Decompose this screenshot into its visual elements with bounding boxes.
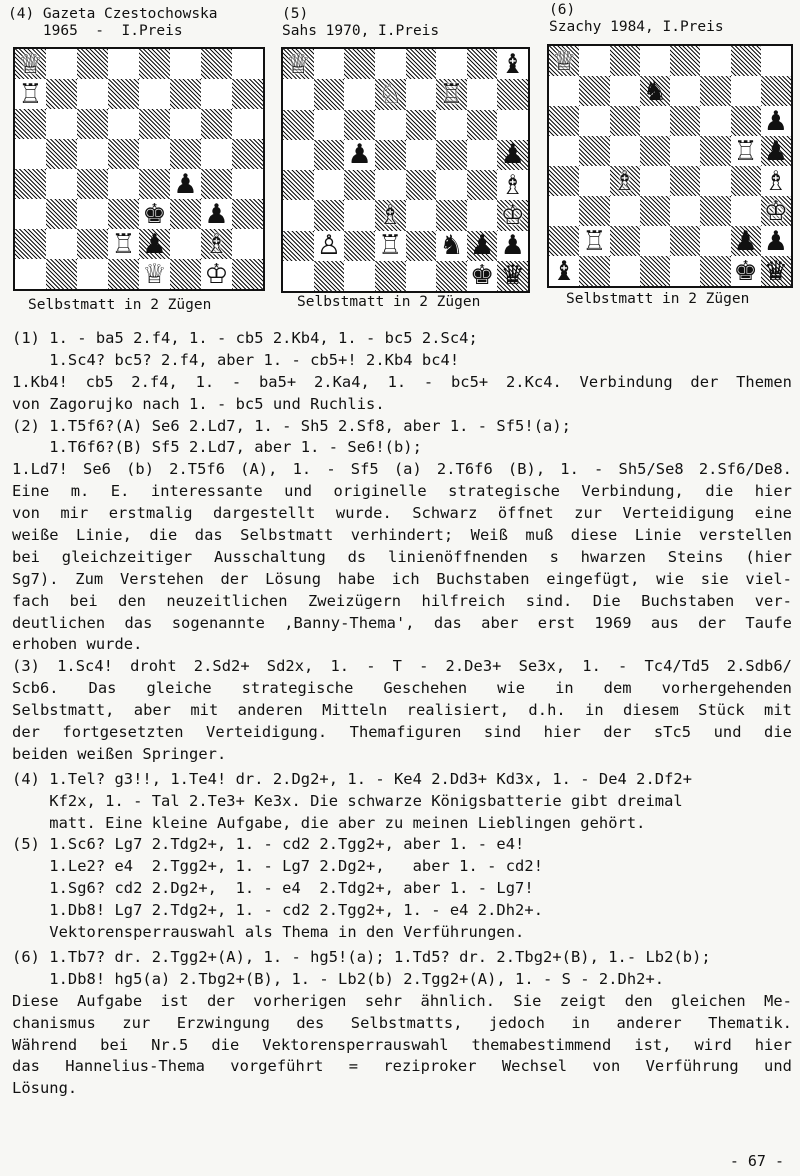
board-square xyxy=(497,170,528,200)
board-square xyxy=(549,76,579,106)
chess-piece-icon: ♟ xyxy=(142,229,167,259)
chess-piece-icon: ♟ xyxy=(763,226,788,256)
board-square xyxy=(77,109,108,139)
board-square xyxy=(139,79,170,109)
board-square xyxy=(670,226,700,256)
chess-piece-icon: ♝ xyxy=(500,49,525,80)
chess-piece-icon: ♙ xyxy=(316,230,342,261)
text-line: 1.Sc4? bc5? 2.f4, aber 1. - cb5+! 2.Kb4 bc4! xyxy=(12,350,460,369)
board-square xyxy=(139,199,170,229)
board-square xyxy=(610,106,640,136)
diagram-4-caption: Selbstmatt in 2 Zügen xyxy=(28,297,212,313)
board-square xyxy=(232,139,263,169)
board-square xyxy=(232,49,263,79)
text-line: matt. Eine kleine Aufgabe, die aber zu meinen Lieblingen gehört. xyxy=(12,813,646,832)
board-square xyxy=(761,256,791,286)
chess-piece-icon: ♗ xyxy=(378,200,403,231)
board-square xyxy=(15,259,46,289)
text-line: beiden weißen Springer. xyxy=(12,744,227,763)
board-square xyxy=(497,261,528,291)
chess-piece-icon: ♖ xyxy=(18,79,43,109)
chess-piece-icon: ♛ xyxy=(500,260,525,291)
text-line: Vektorensperrauswahl als Thema in den Verführungen. xyxy=(12,923,525,942)
board-square xyxy=(15,229,46,259)
board-square xyxy=(761,196,791,226)
board-square xyxy=(670,106,700,136)
board-square xyxy=(640,226,670,256)
chess-piece-icon: ♟ xyxy=(763,136,788,166)
board-square xyxy=(170,139,201,169)
board-square xyxy=(549,166,579,196)
board-square xyxy=(467,200,498,230)
diagram-5-caption: Selbstmatt in 2 Zügen xyxy=(297,294,481,310)
board-square xyxy=(579,76,609,106)
board-square xyxy=(314,110,345,140)
chess-piece-icon: ♕ xyxy=(142,259,167,289)
board-square xyxy=(579,166,609,196)
board-square xyxy=(314,170,345,200)
board-square xyxy=(670,196,700,226)
board-square xyxy=(108,49,139,79)
board-square xyxy=(610,76,640,106)
board-square xyxy=(344,49,375,79)
board-square xyxy=(700,76,730,106)
board-square xyxy=(731,256,761,286)
board-square xyxy=(670,76,700,106)
board-square xyxy=(640,256,670,286)
text-line: 1.T6f6?(B) Sf5 2.Ld7, aber 1. - Se6!(b); xyxy=(12,438,422,457)
board-square xyxy=(15,139,46,169)
text-line: (5) 1.Sc6? Lg7 2.Tdg2+, 1. - cd2 2.Tgg2+, aber 1. - e4! xyxy=(12,835,525,854)
board-square xyxy=(467,140,498,170)
board-square xyxy=(77,199,108,229)
board-square xyxy=(108,169,139,199)
board-square xyxy=(232,169,263,199)
board-square xyxy=(232,199,263,229)
board-square xyxy=(108,259,139,289)
board-square xyxy=(46,109,77,139)
text-line: Sg7). Zum Verstehen der Lösung habe ich Buchstaben eingefügt, wie sie viel- xyxy=(12,569,792,588)
board-square xyxy=(46,79,77,109)
board-square xyxy=(497,49,528,79)
board-square xyxy=(201,79,232,109)
text-line: deutlichen das sogenannte ‚Banny-Thema', das aber erst 1969 aus der Taufe xyxy=(12,613,792,632)
board-square xyxy=(761,136,791,166)
board-square xyxy=(497,231,528,261)
board-square xyxy=(108,79,139,109)
board-square xyxy=(436,79,467,109)
board-square xyxy=(170,79,201,109)
board-square xyxy=(375,79,406,109)
text-line: chanismus zur Erzwingung des Selbstmatts, jedoch in anderer Thematik. xyxy=(12,1013,792,1032)
board-square xyxy=(497,79,528,109)
board-square xyxy=(170,49,201,79)
solution-text xyxy=(12,328,792,1100)
text-line: erhoben wurde. xyxy=(12,635,143,654)
board-square xyxy=(139,229,170,259)
chess-piece-icon: ♔ xyxy=(204,259,229,289)
board-square xyxy=(579,46,609,76)
board-square xyxy=(436,261,467,291)
board-square xyxy=(700,46,730,76)
chess-piece-icon: ♟ xyxy=(204,199,229,229)
board-square xyxy=(46,259,77,289)
board-square xyxy=(497,110,528,140)
board-square xyxy=(670,46,700,76)
board-square xyxy=(640,106,670,136)
board-square xyxy=(436,170,467,200)
board-square xyxy=(344,231,375,261)
board-square xyxy=(640,136,670,166)
text-line: 1.Le2? e4 2.Tgg2+, 1. - Lg7 2.Dg2+, aber 1. - cd2! xyxy=(12,857,544,876)
board-square xyxy=(139,109,170,139)
board-square xyxy=(15,79,46,109)
board-square xyxy=(467,231,498,261)
text-line: 1.Db8! hg5(a) 2.Tbg2+(B), 1. - Lb2(b) 2.Tgg2+(A), 1. - S - 2.Dh2+. xyxy=(12,969,665,988)
chess-piece-icon: ♝ xyxy=(552,256,577,286)
board-square xyxy=(640,76,670,106)
text-line: (6) 1.Tb7? dr. 2.Tgg2+(A), 1. - hg5!(a); 1.Td5? dr. 2.Tbg2+(B), 1.- Lb2(b); xyxy=(12,947,711,966)
board-square xyxy=(731,196,761,226)
board-square xyxy=(700,226,730,256)
board-square xyxy=(344,261,375,291)
board-square xyxy=(610,256,640,286)
board-square xyxy=(139,49,170,79)
board-square xyxy=(761,76,791,106)
board-square xyxy=(670,256,700,286)
board-square xyxy=(139,139,170,169)
text-line: 1.Sg6? cd2 2.Dg2+, 1. - e4 2.Tdg2+, aber 1. - Lg7! xyxy=(12,879,534,898)
board-square xyxy=(406,231,437,261)
chess-piece-icon: ♘ xyxy=(378,79,403,110)
board-square xyxy=(375,49,406,79)
board-square xyxy=(283,110,314,140)
chess-piece-icon: ♚ xyxy=(733,256,758,286)
chess-piece-icon: ♟ xyxy=(500,139,525,170)
board-square xyxy=(344,79,375,109)
board-square xyxy=(467,79,498,109)
text-line: Während bei Nr.5 die Vektorensperrauswahl themabestimmend ist, wird hier xyxy=(12,1035,792,1054)
page-number: - 67 - xyxy=(729,1152,784,1170)
chess-piece-icon: ♚ xyxy=(469,260,495,291)
board-square xyxy=(731,46,761,76)
board-square xyxy=(201,139,232,169)
chess-piece-icon: ♗ xyxy=(763,166,788,196)
text-line: 1.Kb4! cb5 2.f4, 1. - ba5+ 2.Ka4, 1. - bc5+ 2.Kc4. Verbindung der Themen xyxy=(12,372,792,391)
board-square xyxy=(497,200,528,230)
chess-piece-icon: ♟ xyxy=(500,230,525,261)
board-square xyxy=(579,226,609,256)
chess-piece-icon: ♟ xyxy=(347,139,372,170)
text-line: das Hannelius-Thema vorgeführt = reziproker Wechsel von Verführung und xyxy=(12,1057,792,1076)
board-square xyxy=(77,259,108,289)
board-square xyxy=(170,199,201,229)
chess-piece-icon: ♕ xyxy=(286,49,311,80)
board-square xyxy=(406,140,437,170)
board-square xyxy=(15,109,46,139)
board-square xyxy=(731,226,761,256)
board-square xyxy=(640,46,670,76)
board-square xyxy=(108,229,139,259)
board-square xyxy=(406,200,437,230)
board-square xyxy=(610,196,640,226)
board-square xyxy=(77,169,108,199)
board-square xyxy=(283,140,314,170)
chess-piece-icon: ♖ xyxy=(378,230,403,261)
board-square xyxy=(375,231,406,261)
chess-piece-icon: ♖ xyxy=(582,226,607,256)
diagram-6-caption: Selbstmatt in 2 Zügen xyxy=(566,291,750,307)
board-square xyxy=(467,261,498,291)
board-square xyxy=(436,140,467,170)
board-square xyxy=(344,110,375,140)
board-square xyxy=(375,170,406,200)
board-square xyxy=(467,170,498,200)
board-square xyxy=(700,166,730,196)
board-square xyxy=(731,166,761,196)
board-square xyxy=(549,106,579,136)
text-line: Diese Aufgabe ist der vorherigen sehr ähnlich. Sie zeigt den gleichen Me- xyxy=(12,991,792,1010)
board-square xyxy=(761,106,791,136)
board-square xyxy=(283,170,314,200)
chessboard-6 xyxy=(547,44,793,288)
board-square xyxy=(610,46,640,76)
board-square xyxy=(139,169,170,199)
board-square xyxy=(46,169,77,199)
board-square xyxy=(108,199,139,229)
text-line: weiße Linie, die das Selbstmatt verhindert; Weiß muß diese Linie verstellen xyxy=(12,526,792,545)
board-square xyxy=(15,49,46,79)
board-square xyxy=(170,169,201,199)
board-square xyxy=(77,139,108,169)
board-square xyxy=(283,200,314,230)
board-square xyxy=(406,170,437,200)
text-line: fach bei den neuzeitlichen Zweizügern hilfreich sind. Die Buchstaben ver- xyxy=(12,591,792,610)
board-square xyxy=(314,79,345,109)
board-square xyxy=(406,110,437,140)
board-square xyxy=(549,46,579,76)
board-square xyxy=(344,200,375,230)
text-line: Eine m. E. interessante und originelle strategische Verbindung, die hier xyxy=(12,482,792,501)
board-square xyxy=(467,49,498,79)
chess-piece-icon: ♟ xyxy=(173,169,198,199)
board-square xyxy=(344,140,375,170)
chess-piece-icon: ♛ xyxy=(763,256,788,286)
board-square xyxy=(15,199,46,229)
diagram-5-title: (5) Sahs 1970, I.Preis xyxy=(282,6,440,39)
text-line: bei gleichzeitiger Ausschaltung ds linienöffnenden s hwarzen Steins (hier xyxy=(12,547,792,566)
board-square xyxy=(549,196,579,226)
board-square xyxy=(201,259,232,289)
chessboard-5 xyxy=(281,47,530,293)
text-line: (3) 1.Sc4! droht 2.Sd2+ Sd2x, 1. - T - 2.De3+ Se3x, 1. - Tc4/Td5 2.Sdb6/ xyxy=(12,657,792,676)
board-square xyxy=(283,79,314,109)
text-line: Lösung. xyxy=(12,1079,78,1098)
board-square xyxy=(670,136,700,166)
board-square xyxy=(108,139,139,169)
board-square xyxy=(467,110,498,140)
board-square xyxy=(549,226,579,256)
board-square xyxy=(610,166,640,196)
chess-piece-icon: ♞ xyxy=(439,230,464,261)
board-square xyxy=(314,231,345,261)
chess-piece-icon: ♖ xyxy=(111,229,136,259)
board-square xyxy=(700,196,730,226)
chess-piece-icon: ♟ xyxy=(733,226,758,256)
board-square xyxy=(640,166,670,196)
chess-piece-icon: ♗ xyxy=(204,229,229,259)
board-square xyxy=(761,166,791,196)
board-square xyxy=(170,229,201,259)
board-square xyxy=(579,256,609,286)
board-square xyxy=(314,200,345,230)
board-square xyxy=(46,199,77,229)
board-square xyxy=(406,79,437,109)
chess-piece-icon: ♗ xyxy=(500,170,525,201)
board-square xyxy=(436,110,467,140)
board-square xyxy=(731,106,761,136)
board-square xyxy=(232,259,263,289)
text-line: Selbstmatt, aber mit anderen Mitteln realisiert, d.h. in diesem Stück mit xyxy=(12,701,792,720)
board-square xyxy=(497,140,528,170)
chess-piece-icon: ♕ xyxy=(18,49,43,79)
text-line: Scb6. Das gleiche strategische Geschehen wie in dem vorhergehenden xyxy=(12,679,792,698)
board-square xyxy=(46,229,77,259)
board-square xyxy=(549,256,579,286)
board-square xyxy=(201,229,232,259)
board-square xyxy=(731,76,761,106)
board-square xyxy=(283,49,314,79)
board-square xyxy=(406,261,437,291)
board-square xyxy=(314,49,345,79)
text-line: der fortgesetzten Verteidigung. Themafiguren sind hier der sTc5 und die xyxy=(12,723,792,742)
chess-piece-icon: ♕ xyxy=(552,46,577,76)
chess-piece-icon: ♚ xyxy=(142,199,167,229)
board-square xyxy=(170,259,201,289)
board-square xyxy=(436,231,467,261)
board-square xyxy=(314,140,345,170)
board-square xyxy=(170,109,201,139)
board-square xyxy=(283,261,314,291)
board-square xyxy=(344,170,375,200)
text-line: (2) 1.T5f6?(A) Se6 2.Ld7, 1. - Sh5 2.Sf8, aber 1. - Sf5!(a); xyxy=(12,416,571,435)
board-square xyxy=(579,136,609,166)
board-square xyxy=(314,261,345,291)
board-square xyxy=(579,106,609,136)
text-line: (4) 1.Tel? g3!!, 1.Te4! dr. 2.Dg2+, 1. - Ke4 2.Dd3+ Kd3x, 1. - De4 2.Df2+ xyxy=(12,769,693,788)
diagram-6-title: (6) Szachy 1984, I.Preis xyxy=(549,2,724,35)
board-square xyxy=(610,136,640,166)
text-line: von Zagorujko nach 1. - bc5 und Ruchlis. xyxy=(12,394,385,413)
board-square xyxy=(232,79,263,109)
chess-piece-icon: ♗ xyxy=(612,166,637,196)
board-square xyxy=(610,226,640,256)
board-square xyxy=(406,49,437,79)
text-line: 1.Ld7! Se6 (b) 2.T5f6 (A), 1. - Sf5 (a) 2.T6f6 (B), 1. - Sh5/Se8 2.Sf6/De8. xyxy=(12,460,792,479)
chess-piece-icon: ♔ xyxy=(763,196,788,226)
board-square xyxy=(201,109,232,139)
board-square xyxy=(15,169,46,199)
board-square xyxy=(579,196,609,226)
board-square xyxy=(232,229,263,259)
board-square xyxy=(46,49,77,79)
board-square xyxy=(375,140,406,170)
board-square xyxy=(283,231,314,261)
board-square xyxy=(700,256,730,286)
board-square xyxy=(731,136,761,166)
board-square xyxy=(77,79,108,109)
chess-piece-icon: ♔ xyxy=(500,200,525,231)
chess-piece-icon: ♞ xyxy=(642,76,667,106)
text-line: (1) 1. - ba5 2.f4, 1. - cb5 2.Kb4, 1. - bc5 2.Sc4; xyxy=(12,329,478,347)
chess-piece-icon: ♖ xyxy=(733,136,758,166)
board-square xyxy=(77,229,108,259)
board-square xyxy=(375,261,406,291)
board-square xyxy=(77,49,108,79)
text-line: von mir erstmalig dargestellt wurde. Schwarz öffnet zur Verteidigung eine xyxy=(12,504,792,523)
board-square xyxy=(46,139,77,169)
board-square xyxy=(670,166,700,196)
text-line: Kf2x, 1. - Tal 2.Te3+ Ke3x. Die schwarze Königsbatterie gibt dreimal xyxy=(12,791,683,810)
chess-piece-icon: ♟ xyxy=(469,230,495,261)
board-square xyxy=(139,259,170,289)
chessboard-4 xyxy=(13,47,265,291)
board-square xyxy=(201,49,232,79)
board-square xyxy=(700,106,730,136)
board-square xyxy=(761,226,791,256)
chess-piece-icon: ♖ xyxy=(439,79,464,110)
board-square xyxy=(375,110,406,140)
board-square xyxy=(549,136,579,166)
board-square xyxy=(436,200,467,230)
board-square xyxy=(700,136,730,166)
board-square xyxy=(375,200,406,230)
text-line: 1.Db8! Lg7 2.Tdg2+, 1. - cd2 2.Tgg2+, 1. - e4 2.Dh2+. xyxy=(12,901,544,920)
board-square xyxy=(201,199,232,229)
board-square xyxy=(201,169,232,199)
diagram-4-title: (4) Gazeta Czestochowska 1965 - I.Preis xyxy=(8,6,218,39)
chess-piece-icon: ♟ xyxy=(763,106,788,136)
board-square xyxy=(232,109,263,139)
board-square xyxy=(761,46,791,76)
board-square xyxy=(640,196,670,226)
board-square xyxy=(108,109,139,139)
board-square xyxy=(436,49,467,79)
